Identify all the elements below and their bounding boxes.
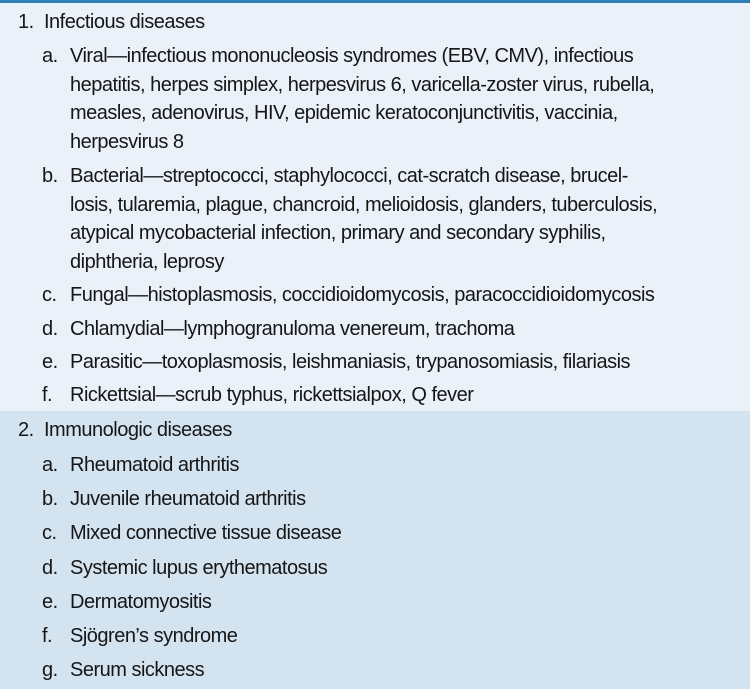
item-text-line: Sjögren’s syndrome — [70, 625, 238, 647]
item-letter: e. — [42, 591, 58, 613]
item-letter: f. — [42, 625, 53, 647]
item-letter: a. — [42, 454, 58, 476]
item-letter: d. — [42, 557, 58, 579]
section-immunologic-diseases — [0, 411, 750, 689]
item-text-line: Serum sickness — [70, 659, 205, 681]
item-text-line: Viral—infectious mononucleosis syndromes (EBV, CMV), infectious — [70, 45, 634, 67]
item-text-line: Parasitic—toxoplasmosis, leishmaniasis, trypanosomiasis, filariasis — [70, 351, 631, 373]
item-text-line: diphtheria, leprosy — [70, 250, 224, 273]
item-letter: f. — [42, 384, 53, 406]
item-letter: a. — [42, 45, 58, 67]
item-text-line: Fungal—histoplasmosis, coccidioidomycosis, paracoccidioidomycosis — [70, 284, 655, 306]
item-letter: g. — [42, 659, 58, 681]
item-letter: b. — [42, 488, 58, 510]
item-text-line: Dermatomyositis — [70, 591, 212, 613]
section-infectious-diseases — [0, 3, 750, 411]
item-text-line: hepatitis, herpes simplex, herpesvirus 6, varicella-zoster virus, rubella, — [70, 73, 655, 96]
item-text-line: atypical mycobacterial infection, primary and secondary syphilis, — [70, 222, 606, 244]
item-text-line: herpesvirus 8 — [70, 130, 184, 153]
item-text-line: Systemic lupus erythematosus — [70, 557, 328, 579]
section-number: 1. — [18, 11, 34, 33]
item-text-line: Rheumatoid arthritis — [70, 454, 239, 476]
item-letter: e. — [42, 351, 58, 373]
item-text-line: Rickettsial—scrub typhus, rickettsialpox, Q fever — [70, 384, 474, 406]
section-number: 2. — [18, 419, 34, 441]
item-letter: c. — [42, 284, 57, 306]
item-letter: d. — [42, 318, 58, 340]
item-letter: b. — [42, 165, 58, 187]
item-text-line: measles, adenovirus, HIV, epidemic keratoconjunctivitis, vaccinia, — [70, 102, 618, 124]
item-text-line: Bacterial—streptococci, staphylococci, cat-scratch disease, brucel- — [70, 165, 628, 187]
section-title: Infectious diseases — [44, 11, 205, 33]
section-title: Immunologic diseases — [44, 419, 232, 441]
item-text-line: losis, tularemia, plague, chancroid, melioidosis, glanders, tuberculosis, — [70, 193, 658, 216]
item-letter: c. — [42, 522, 57, 544]
item-text-line: Juvenile rheumatoid arthritis — [70, 488, 306, 510]
item-text-line: Chlamydial—lymphogranuloma venereum, trachoma — [70, 318, 515, 340]
item-text-line: Mixed connective tissue disease — [70, 522, 342, 544]
